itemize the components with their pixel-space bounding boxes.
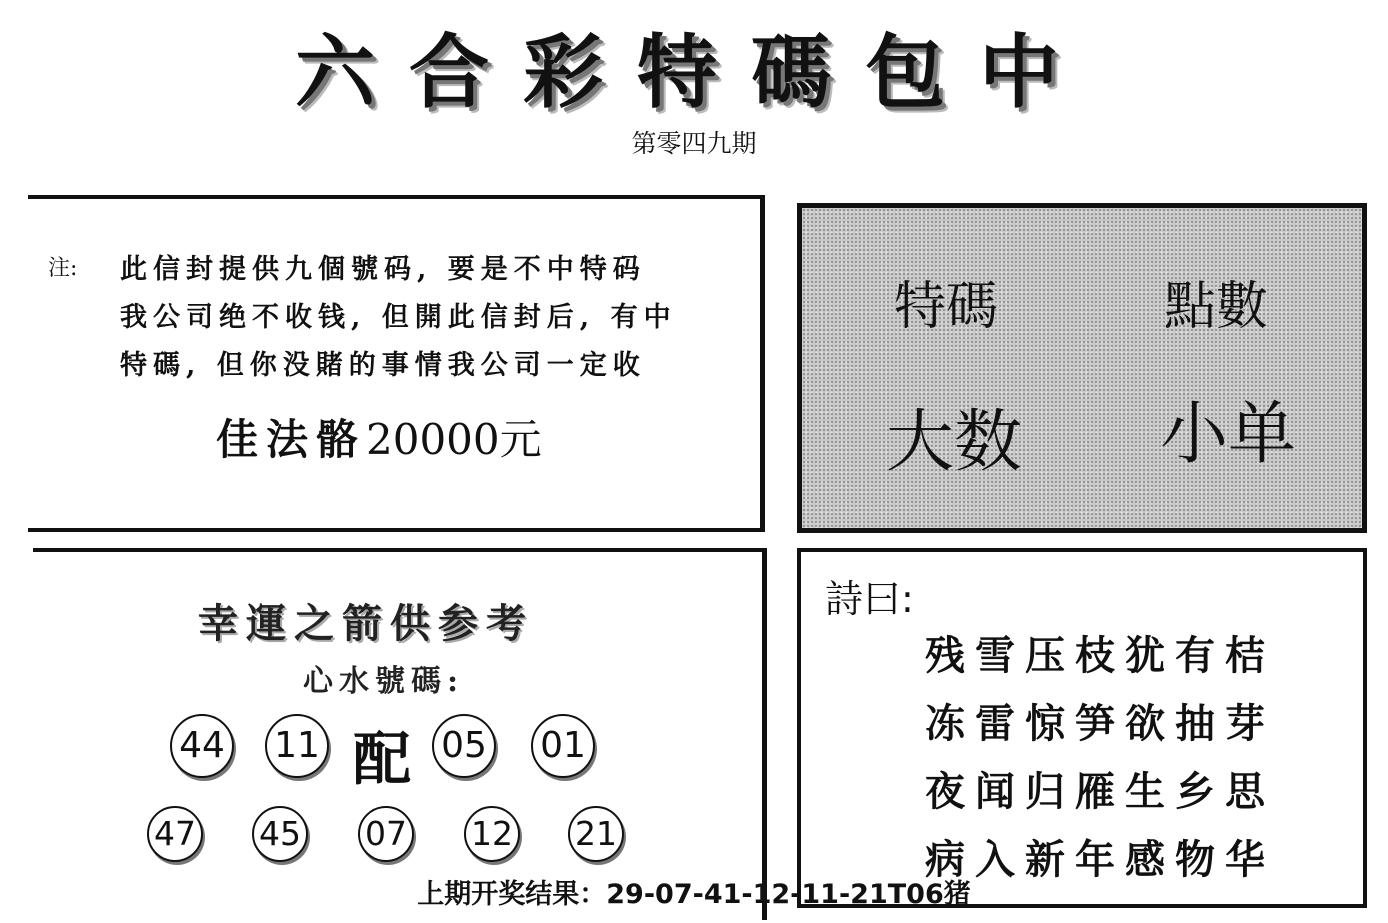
number-ball: 12 [464,806,520,862]
prize-amount: 20000元 [366,415,542,464]
notice-label: 注: [48,256,78,281]
number-ball: 07 [358,806,414,862]
number-ball: 47 [147,806,203,862]
number-ball: 01 [531,714,595,778]
tema-box [797,203,1367,533]
notice-box [28,195,765,532]
poem-line-4: 病入新年感物华 [925,836,1275,883]
issue-number: 第零四九期 [631,129,757,158]
lucky-subtitle: 心水號碼: [303,664,465,699]
prize-text [216,407,542,467]
notice-line-2: 我公司绝不收钱, 但開此信封后, 有中 [120,302,677,333]
number-ball: 21 [568,806,624,862]
last-result: 上期开奖结果：29-07-41-12-11-21T06猪 [417,879,971,910]
poem-box [797,548,1367,908]
number-ball: 11 [265,714,329,778]
number-ball: 05 [432,714,496,778]
lucky-box [33,548,767,920]
poem-line-1: 残雪压枝犹有桔 [925,632,1275,679]
number-ball: 44 [170,714,234,778]
prize-words: 佳法骼 [216,415,367,464]
notice-line-3: 特碼, 但你没賭的事情我公司一定收 [120,350,646,381]
tema-value: 大数 [886,403,1023,482]
points-value: 小单 [1160,395,1297,474]
poem-line-3: 夜闻归雁生乡思 [925,768,1275,815]
number-ball: 45 [252,806,308,862]
poem-line-2: 冻雷惊笋欲抽芽 [925,700,1275,747]
points-label: 點數 [1164,277,1269,337]
pei-character: 配 [353,725,412,793]
poem-label: 詩曰: [825,577,914,621]
notice-line-1: 此信封提供九個號码, 要是不中特码 [120,254,646,285]
lucky-title: 幸運之箭供参考 [198,600,534,647]
tema-label: 特碼 [894,277,999,337]
page-title: 六合彩特碼包中 [295,25,1093,119]
